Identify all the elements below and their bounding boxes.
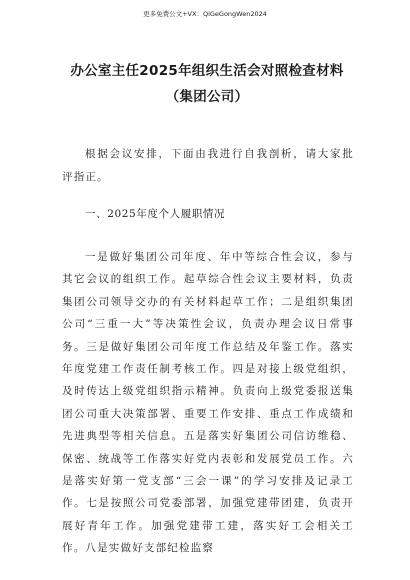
document-title: 办公室主任2025年组织生活会对照检查材料（集团公司） [70, 63, 344, 105]
section-heading: 一、2025年度个人履职情况 [85, 208, 226, 220]
section-body-paragraph: 一是做好集团公司年度、年中等综合性会议，参与其它会议的组织工作。起草综合性会议主要材料，负责集团公司领导交办的有关材料起草工作；二是组织集团公司“三重一大”等决策性会议，负责办理会议日常事务。三是做好集团公司年度工作总结及年鉴工作。落实年度党建工作责任制考核工作。四是对接上级党组织，及时传达上级党组织指示精神。负责向上级党委报送集团公司重大决策部署、重要工作安排、重点工作成绩和先进典型等相关信息。五是落实好集团公司信访维稳、保密、统战等工作落实好党内表彰和发展党员工作。六是落实好第一党支部“三会一课”的学习安排及记录工作。七是按照公司党委部署，加强党建带团建，负责开展好青年工作。加强党建带工建，落实好工会相关工作。八是实做好支部纪检监察 [62, 251, 354, 555]
header-note: 更多免费公文+VX：QiGeGongWen2024 [143, 10, 267, 18]
intro-paragraph: 根据会议安排，下面由我进行自我剖析，请大家批评指正。 [62, 148, 354, 183]
